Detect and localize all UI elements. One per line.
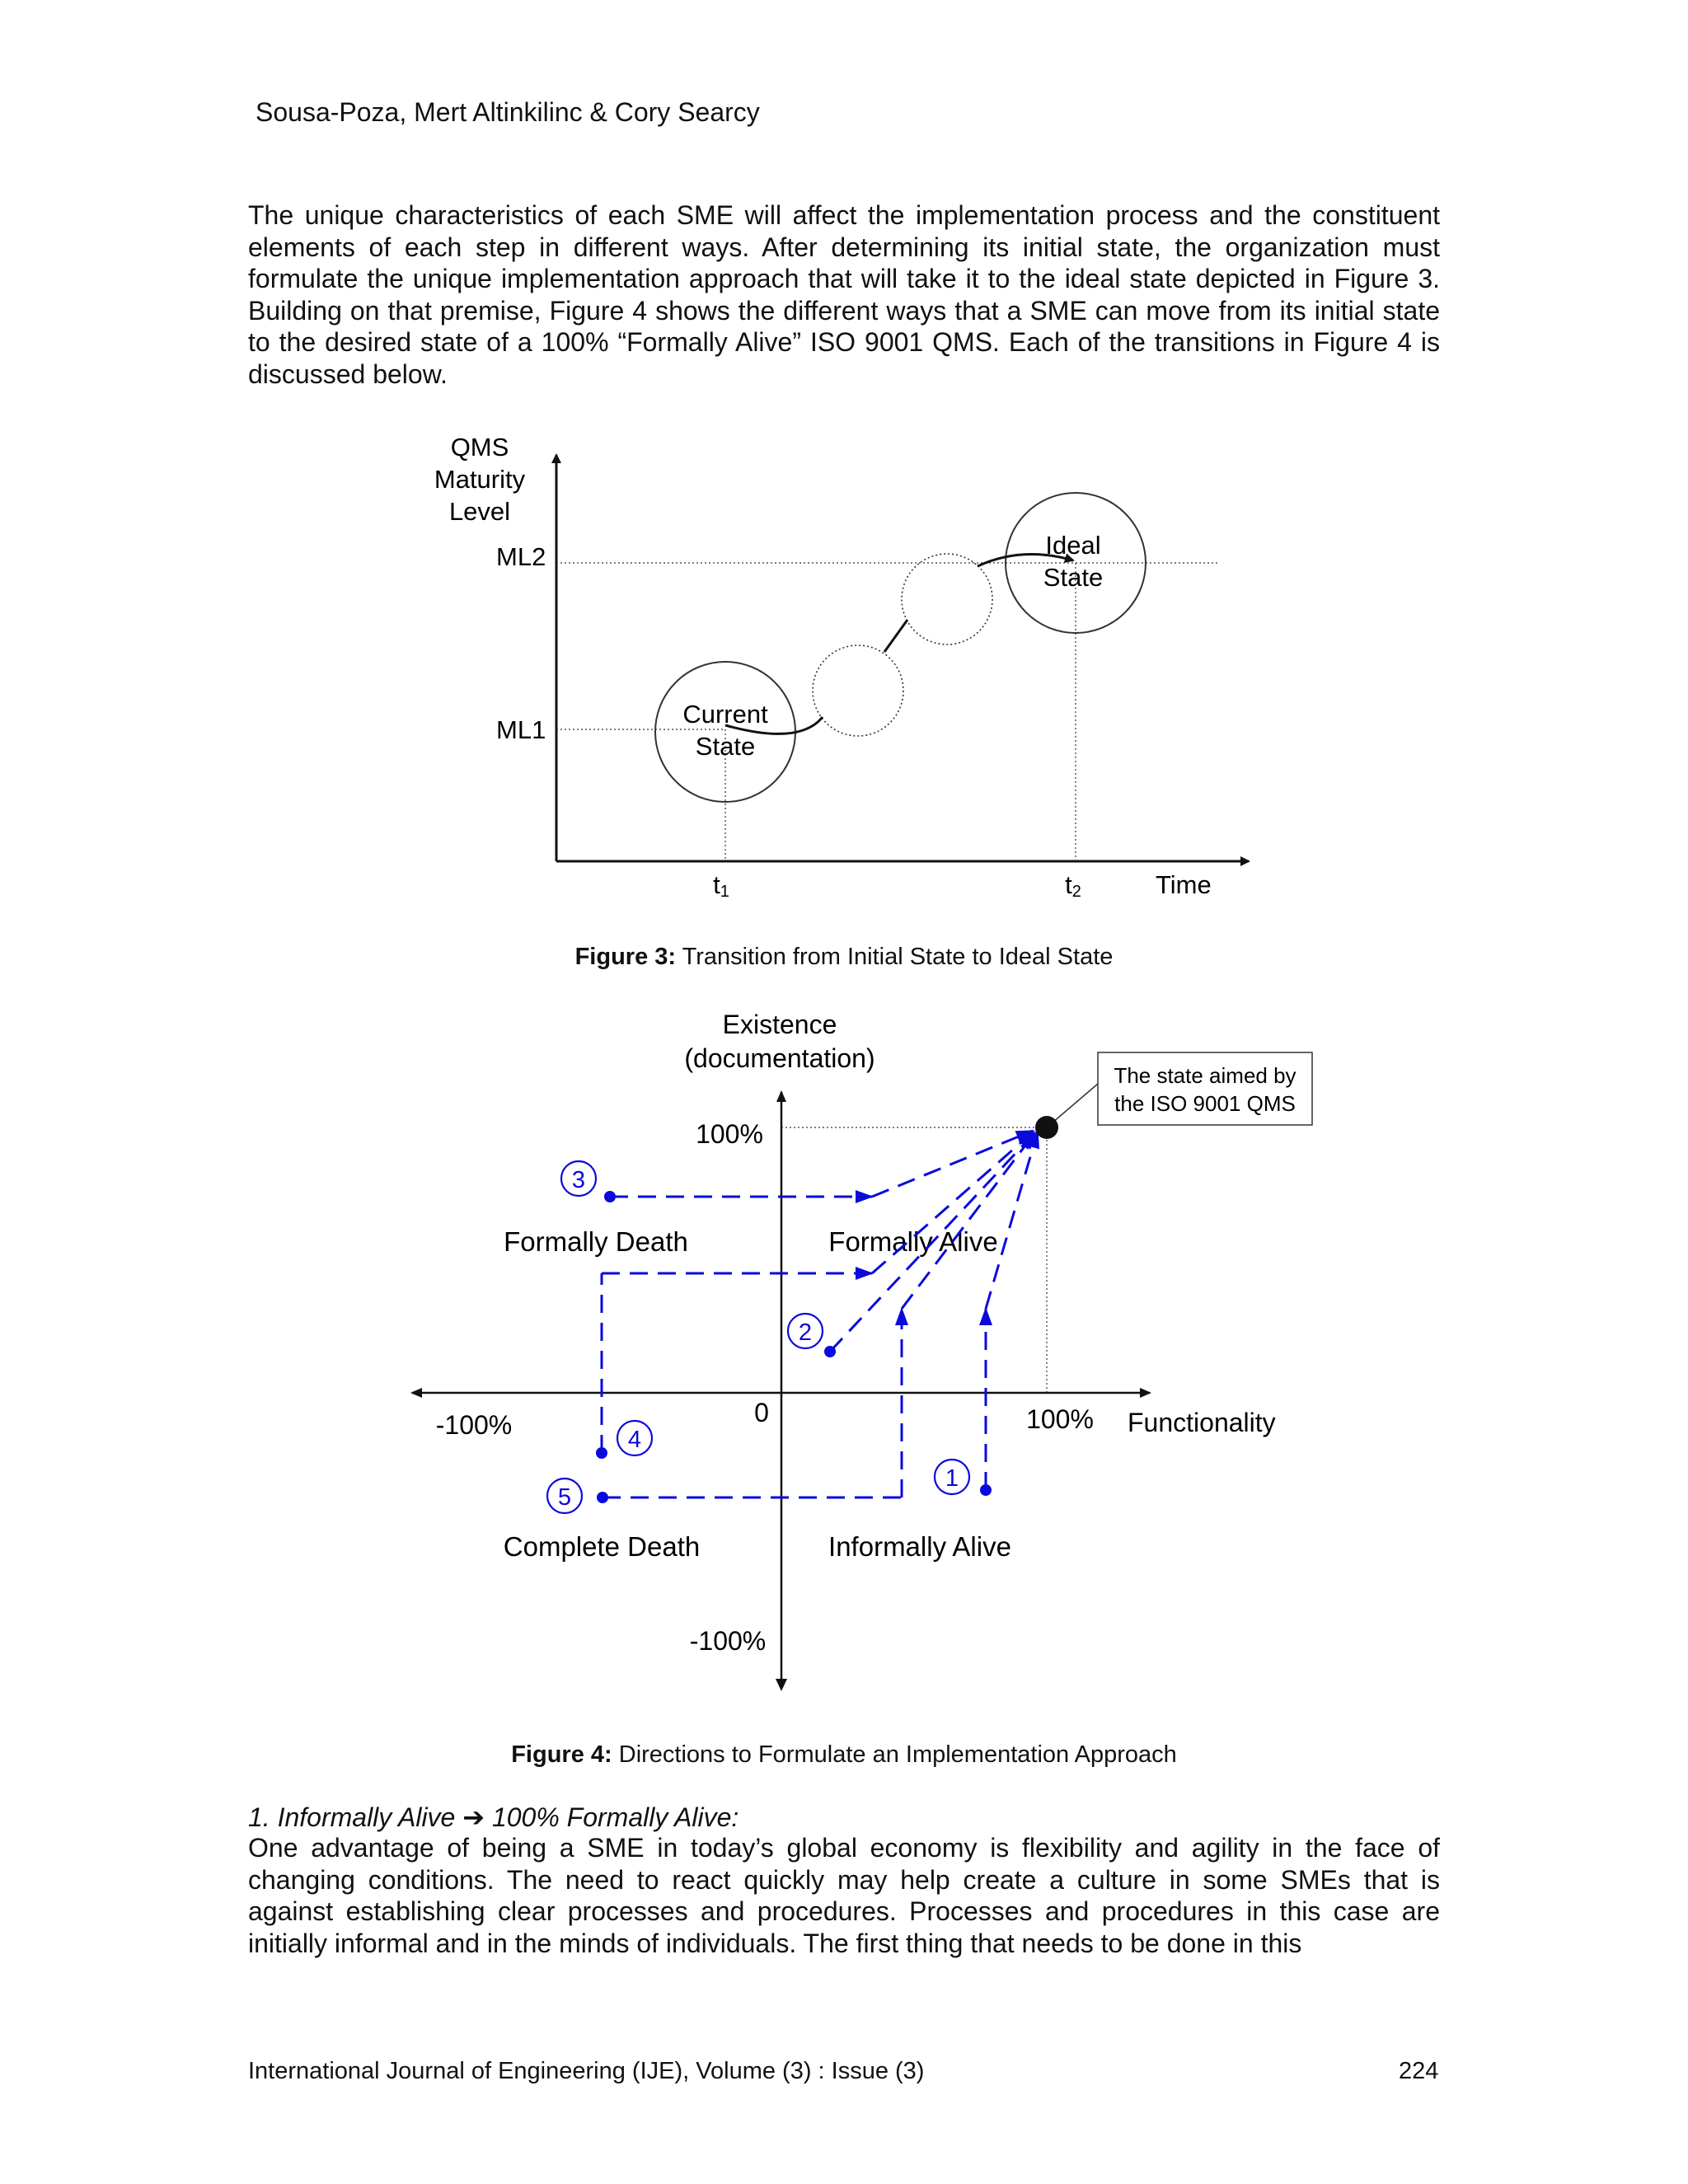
fig4-quadrant-formally-death: Formally Death xyxy=(504,1226,688,1257)
fig4-x-left-label: -100% xyxy=(435,1410,513,1440)
fig3-ml1-label: ML1 xyxy=(496,715,546,744)
fig4-transition-paths xyxy=(602,1131,1038,1497)
fig4-x-axis-label: Functionality xyxy=(1128,1408,1276,1437)
fig4-marker-4-label: 4 xyxy=(627,1427,642,1453)
fig3-ml2-label: ML2 xyxy=(496,542,546,571)
section-paragraph: One advantage of being a SME in today’s global economy is flexibility and agility in the face of changing conditions. The need to react quickly may help create a culture in some SMEs that is against establishing clear processes and procedures. Processes and procedures in this case are initially informal and in the minds of individuals. The first thing that needs to be done in this xyxy=(248,1833,1440,1958)
figure-3-caption-text: Transition from Initial State to Ideal State xyxy=(676,944,1114,970)
fig3-t1-label: t1 xyxy=(713,870,729,901)
fig4-start-dot-4 xyxy=(596,1447,607,1459)
fig3-t2-label: t2 xyxy=(1065,870,1081,901)
fig4-marker-2-label: 2 xyxy=(798,1319,813,1346)
fig3-intermediate-circle-1 xyxy=(813,645,903,736)
intro-paragraph: The unique characteristics of each SME will affect the implementation process and the constituent elements of each step in different ways. After determining its initial state, the organization must formulate the unique implementation approach that will take it to the ideal state depicted in Figure 3. Building on that premise, Figure 4 shows the different ways that a SME can move from its initial state to the desired state of a 100% “Formally Alive” ISO 9001 QMS. Each of the transitions in Figure 4 is discussed below. xyxy=(248,200,1440,389)
fig4-target-point xyxy=(1035,1116,1058,1139)
section-heading xyxy=(248,1802,738,1833)
fig4-marker-2 xyxy=(788,1314,823,1348)
fig4-y-top-label: 100% xyxy=(696,1119,763,1149)
fig4-y-label-2: (documentation) xyxy=(684,1043,875,1073)
fig4-marker-3-label: 3 xyxy=(571,1167,586,1193)
fig4-quadrant-formally-alive: Formally Alive xyxy=(828,1226,998,1257)
figure-4-caption xyxy=(0,1741,1688,1769)
right-arrow-icon: ➔ xyxy=(462,1802,485,1833)
fig4-marker-1-label: 1 xyxy=(945,1465,959,1492)
fig3-y-label-2: Maturity xyxy=(434,465,526,494)
section-heading-suffix: 100% Formally Alive: xyxy=(485,1802,739,1832)
figure-4-caption-label: Figure 4: xyxy=(511,1741,612,1768)
fig4-origin-label: 0 xyxy=(754,1398,769,1427)
fig4-callout-line-2: the ISO 9001 QMS xyxy=(1114,1091,1296,1116)
running-head: Sousa-Poza, Mert Altinkilinc & Cory Searcy xyxy=(256,97,760,127)
fig3-x-axis-label: Time xyxy=(1156,870,1212,899)
fig4-marker-5 xyxy=(547,1479,582,1513)
figure-3-caption-label: Figure 3: xyxy=(574,944,677,970)
fig4-y-label-1: Existence xyxy=(722,1010,837,1039)
fig4-path-5-diagonal xyxy=(902,1132,1035,1309)
fig4-x-right-label: 100% xyxy=(1026,1404,1094,1434)
fig4-start-dot-3 xyxy=(604,1191,616,1202)
fig4-marker-3 xyxy=(561,1161,596,1196)
fig4-marker-1 xyxy=(935,1460,969,1494)
figure-3 xyxy=(396,429,1302,907)
figure-4-caption-text: Directions to Formulate an Implementation Approach xyxy=(612,1741,1177,1768)
fig3-current-state-label-1: Current xyxy=(682,700,768,729)
figure-4 xyxy=(396,1001,1352,1718)
fig4-quadrant-informally-alive: Informally Alive xyxy=(828,1531,1011,1562)
fig4-y-bottom-label: -100% xyxy=(689,1626,767,1656)
fig3-current-state-label-2: State xyxy=(695,732,756,761)
figure-3-caption xyxy=(0,944,1688,971)
fig3-y-label-1: QMS xyxy=(450,433,509,462)
fig4-marker-5-label: 5 xyxy=(557,1484,572,1511)
fig4-quadrant-complete-death: Complete Death xyxy=(503,1531,701,1562)
fig4-y-axis-down-arrow xyxy=(776,1679,787,1691)
fig4-start-dot-2 xyxy=(824,1346,836,1357)
footer-page-number: 224 xyxy=(1399,2058,1439,2084)
fig4-marker-4 xyxy=(617,1421,652,1455)
footer-journal: International Journal of Engineering (IJE), Volume (3) : Issue (3) xyxy=(248,2058,925,2084)
fig4-start-dot-5 xyxy=(597,1492,608,1503)
fig3-y-label-3: Level xyxy=(448,497,511,526)
fig3-transition-line-2 xyxy=(884,620,907,652)
fig4-path-3-diagonal xyxy=(872,1131,1033,1197)
fig3-ideal-state-label-1: Ideal xyxy=(1045,531,1101,560)
fig3-intermediate-circle-2 xyxy=(902,554,992,644)
fig4-callout-line-1: The state aimed by xyxy=(1114,1063,1296,1088)
fig3-ideal-state-label-2: State xyxy=(1043,563,1104,592)
section-heading-prefix: 1. Informally Alive xyxy=(248,1802,463,1832)
fig4-start-dot-1 xyxy=(980,1484,992,1496)
